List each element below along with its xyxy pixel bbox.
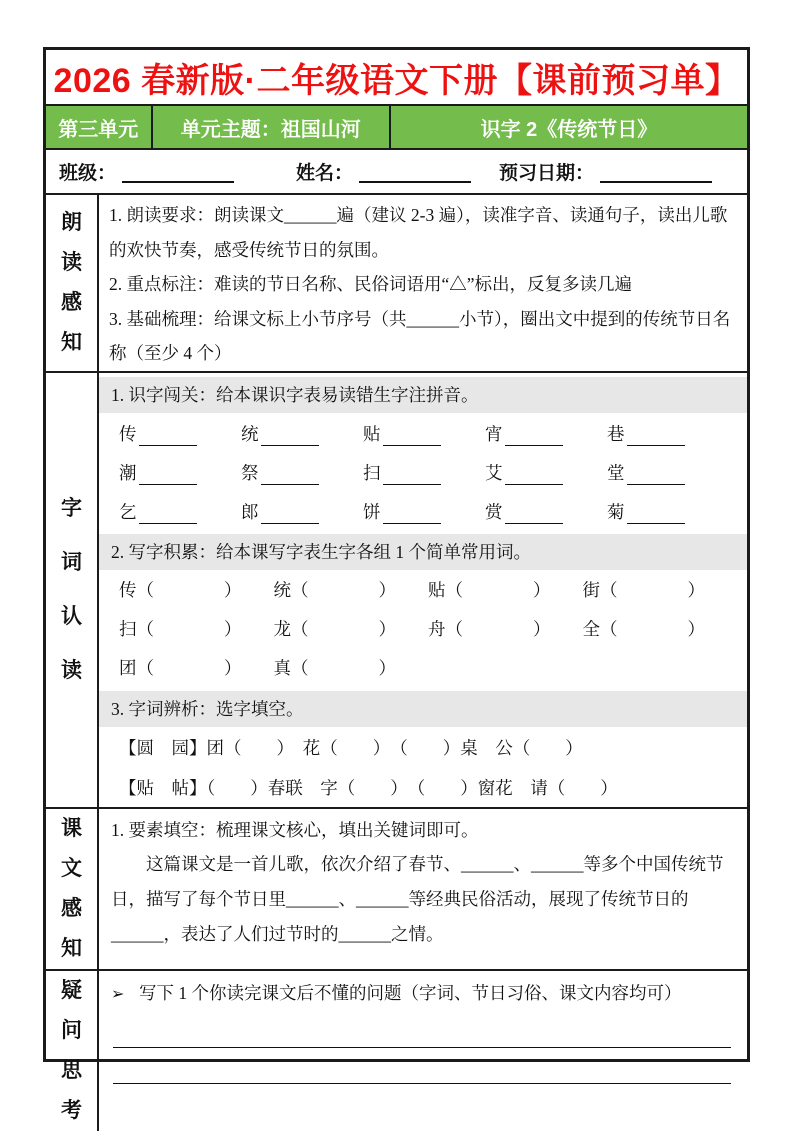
pinyin-char: 潮 [119,462,137,483]
section-question-content [99,971,747,1131]
section-text-side [46,809,99,969]
pinyin-blank-field[interactable] [505,502,563,524]
pinyin-char: 贴 [363,423,381,444]
word-paren-field[interactable]: （ ） [445,618,551,639]
pinyin-blank-field[interactable] [383,463,441,485]
word-char: 全 [582,618,600,639]
word-row-3 [99,648,747,687]
section-question-side [46,971,99,1131]
section-text-label: 课文感知 [60,816,82,960]
pinyin-blank-field[interactable] [627,463,685,485]
reading-item-3: 3. 基础梳理：给课文标上小节序号（共______小节），圈出文中提到的传统节日名称（至少 4 个） [109,308,731,363]
section-reading-side [46,195,99,371]
pinyin-row-2 [99,452,747,491]
pinyin-char: 传 [119,423,137,444]
word-char: 贴 [428,579,446,600]
section-word-side [46,373,99,807]
pinyin-char: 乞 [119,501,137,522]
pinyin-blank-field[interactable] [261,424,319,446]
pinyin-blank-field[interactable] [383,502,441,524]
word-paren-field[interactable]: （ ） [600,579,705,600]
word-char: 传 [119,579,137,600]
section-word-label: 字词认读 [60,496,82,682]
section-text-perception [46,809,747,971]
word-building-heading: 2. 写字积累：给本课写字表生字各组 1 个简单常用词。 [99,534,747,570]
fill-in-heading: 1. 要素填空：梳理课文核心，填出关键词即可。 [111,819,479,840]
word-paren-field[interactable]: （ ） [136,579,242,600]
word-paren-field[interactable]: （ ） [291,579,396,600]
word-paren-field[interactable]: （ ） [291,618,396,639]
section-reading-perception [46,195,747,373]
section-text-content [99,809,747,969]
word-discrimination-heading: 3. 字词辨析：选字填空。 [99,691,747,727]
pinyin-char: 巷 [607,423,625,444]
section-word-recognition [46,373,747,809]
pinyin-blank-field[interactable] [139,463,197,485]
word-paren-field[interactable]: （ ） [291,657,396,678]
word-char: 街 [582,579,600,600]
word-char: 真 [273,657,291,678]
word-paren-field[interactable]: （ ） [136,657,242,678]
pinyin-char: 赏 [485,501,503,522]
reading-item-2: 2. 重点标注：难读的节日名称、民俗词语用“△”标出，反复多读几遍 [109,274,633,294]
pinyin-blank-field[interactable] [505,463,563,485]
pinyin-blank-field[interactable] [627,502,685,524]
pinyin-char: 统 [241,423,259,444]
word-char: 龙 [273,618,291,639]
word-char: 扫 [119,618,137,639]
section-word-content [99,373,747,807]
pinyin-task-heading: 1. 识字闯关：给本课识字表易读错生字注拼音。 [99,377,747,413]
word-char: 统 [273,579,291,600]
unit-bar [46,106,747,150]
pinyin-char: 宵 [485,423,503,444]
pinyin-blank-field[interactable] [139,424,197,446]
word-row-1 [99,570,747,609]
pinyin-char: 堂 [607,462,625,483]
section-reading-label: 朗读感知 [60,210,82,354]
pinyin-row-1 [99,413,747,452]
pinyin-char: 艾 [485,462,503,483]
answer-blank-line-2[interactable] [113,1048,731,1084]
pinyin-char: 饼 [363,501,381,522]
choose-fill-line-2[interactable]: 【贴 帖】（ ）春联 字（ ） （ ）窗花 请（ ） [119,777,618,798]
name-blank-field[interactable] [359,161,471,183]
word-paren-field[interactable]: （ ） [136,618,242,639]
choose-fill-line-1[interactable]: 【圆 园】团（ ） 花（ ） （ ）桌 公（ ） [119,737,583,758]
arrow-bullet-icon: ➢ [111,983,125,1003]
pinyin-char: 扫 [363,462,381,483]
lesson-title: 识字 2《传统节日》 [480,118,658,141]
pinyin-blank-field[interactable] [261,502,319,524]
pinyin-blank-field[interactable] [139,502,197,524]
word-char: 舟 [428,618,446,639]
date-label: 预习日期： [499,163,595,184]
pinyin-blank-field[interactable] [261,463,319,485]
word-paren-field[interactable]: （ ） [600,618,705,639]
name-label: 姓名： [296,163,354,184]
unit-number: 第三单元 [46,106,153,148]
word-row-2 [99,609,747,648]
pinyin-row-3 [99,491,747,530]
question-prompt: 写下 1 个你读完课文后不懂的问题（字词、节日习俗、课文内容均可） [139,982,682,1003]
word-char: 团 [119,657,137,678]
class-label: 班级： [59,163,117,184]
info-bar [46,150,747,195]
pinyin-blank-field[interactable] [627,424,685,446]
unit-theme: 单元主题：祖国山河 [153,106,391,148]
pinyin-blank-field[interactable] [505,424,563,446]
word-paren-field[interactable]: （ ） [445,579,551,600]
worksheet [43,47,750,1122]
page-title: 2026 春新版·二年级语文下册【课前预习单】 [46,50,747,106]
date-blank-field[interactable] [600,161,712,183]
pinyin-blank-field[interactable] [383,424,441,446]
pinyin-char: 祭 [241,462,259,483]
answer-blank-line-1[interactable] [113,1012,731,1048]
pinyin-char: 菊 [607,501,625,522]
section-question-thinking [46,971,747,1131]
section-question-label: 疑问思考 [60,978,82,1122]
section-reading-content [99,195,747,371]
class-blank-field[interactable] [122,161,234,183]
fill-in-paragraph[interactable]: 这篇课文是一首儿歌，依次介绍了春节、______、______等多个中国传统节日，描写了每个节日里______、______等经典民俗活动，展现了传统节日的______，表达了人们过节时的______之情。 [111,853,724,944]
reading-item-1: 1. 朗读要求：朗读课文______遍（建议 2-3 遍），读准字音、读通句子，读出儿歌的欢快节奏，感受传统节日的氛围。 [109,205,728,260]
pinyin-char: 郎 [241,501,259,522]
question-prompt-row [111,977,733,1010]
